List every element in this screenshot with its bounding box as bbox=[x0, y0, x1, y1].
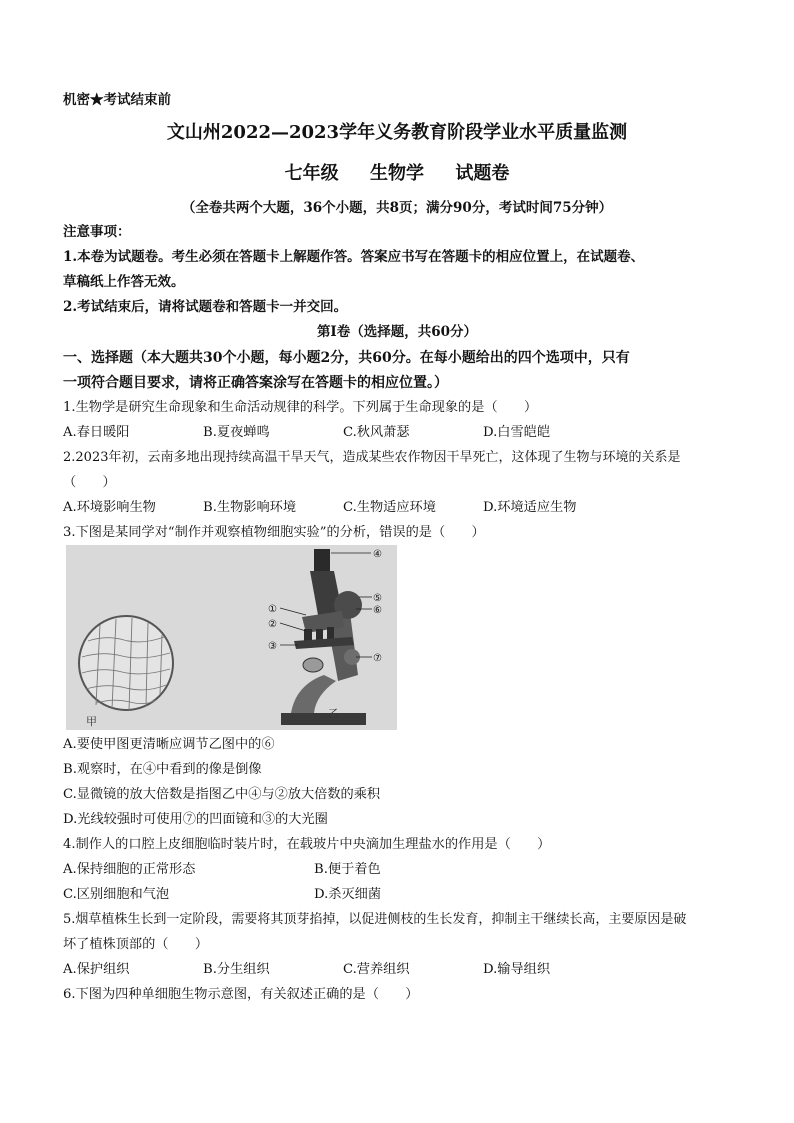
question-4-option-a: A.保持细胞的正常形态 bbox=[63, 862, 196, 877]
notice-item-1-cont: 草稿纸上作答无效。 bbox=[63, 274, 185, 290]
exam-subtitle: 七年级 生物学 试题卷 bbox=[284, 163, 510, 184]
question-1-option-d: D.白雪皑皑 bbox=[483, 425, 551, 440]
question-6-stem: 6.下图为四种单细胞生物示意图，有关叙述正确的是（ ） bbox=[63, 987, 419, 1002]
question-2-stem: 2.2023年初，云南多地出现持续高温干旱天气，造成某些农作物因干旱死亡，这体现了生物与环境的关系是 bbox=[63, 450, 681, 465]
label-3: ③ bbox=[268, 641, 277, 652]
cell-view-circle bbox=[79, 616, 173, 710]
question-2-stem-cont: （ ） bbox=[63, 475, 116, 490]
figure-label-jia: 甲 bbox=[86, 715, 97, 728]
question-5-option-d: D.输导组织 bbox=[483, 962, 551, 977]
section-heading-cont: 一项符合题目要求，请将正确答案涂写在答题卡的相应位置。） bbox=[63, 375, 448, 391]
question-3-option-b: B.观察时，在④中看到的像是倒像 bbox=[63, 762, 262, 777]
part-title: 第Ⅰ卷（选择题，共60分） bbox=[316, 324, 478, 340]
label-2: ② bbox=[268, 619, 277, 630]
question-3-option-a: A.要使甲图更清晰应调节乙图中的⑥ bbox=[63, 737, 275, 752]
question-1-option-a: A.春日暖阳 bbox=[63, 425, 130, 440]
question-5-option-b: B.分生组织 bbox=[203, 962, 270, 977]
question-3-option-c: C.显微镜的放大倍数是指图乙中④与②放大倍数的乘积 bbox=[63, 787, 381, 802]
section-heading: 一、选择题（本大题共30个小题，每小题2分，共60分。在每小题给出的四个选项中，只有 bbox=[63, 350, 630, 366]
confidential-mark: 机密★考试结束前 bbox=[63, 92, 171, 108]
label-5: ⑤ bbox=[373, 593, 382, 604]
question-3-stem: 3.下图是某同学对“制作并观察植物细胞实验”的分析，错误的是（ ） bbox=[63, 525, 485, 540]
question-2-option-c: C.生物适应环境 bbox=[343, 500, 436, 515]
question-4-option-d: D.杀灭细菌 bbox=[314, 887, 382, 902]
microscope-figure bbox=[66, 545, 397, 730]
question-3-option-d: D.光线较强时可使用⑦的凹面镜和③的大光圈 bbox=[63, 812, 328, 827]
question-5-option-a: A.保护组织 bbox=[63, 962, 130, 977]
question-4-option-c: C.区别细胞和气泡 bbox=[63, 887, 170, 902]
question-5-stem: 5.烟草植株生长到一定阶段，需要将其顶芽掐掉，以促进侧枝的生长发育，抑制主干继续长高，主要原因是破 bbox=[63, 912, 687, 927]
label-1: ① bbox=[268, 604, 277, 615]
question-2-option-b: B.生物影响环境 bbox=[203, 500, 297, 515]
notice-heading: 注意事项： bbox=[63, 224, 131, 240]
question-1-option-c: C.秋风萧瑟 bbox=[343, 425, 410, 440]
question-1-option-b: B.夏夜蝉鸣 bbox=[203, 425, 270, 440]
question-1-stem: 1.生物学是研究生命现象和生命活动规律的科学。下列属于生命现象的是（ ） bbox=[63, 400, 538, 415]
notice-item-2: 2.考试结束后，请将试题卷和答题卡一并交回。 bbox=[63, 299, 348, 315]
exam-title: 文山州2022—2023学年义务教育阶段学业水平质量监测 bbox=[166, 122, 628, 143]
notice-item-1: 1.本卷为试题卷。考生必须在答题卡上解题作答。答案应书写在答题卡的相应位置上，在试题卷、 bbox=[63, 249, 645, 265]
question-5-stem-cont: 坏了植株顶部的（ ） bbox=[63, 937, 209, 952]
label-6: ⑥ bbox=[373, 605, 382, 616]
question-2-option-a: A.环境影响生物 bbox=[63, 500, 156, 515]
question-5-option-c: C.营养组织 bbox=[343, 962, 410, 977]
question-4-stem: 4.制作人的口腔上皮细胞临时装片时，在载玻片中央滴加生理盐水的作用是（ ） bbox=[63, 837, 551, 852]
question-2-option-d: D.环境适应生物 bbox=[483, 500, 577, 515]
label-7: ⑦ bbox=[373, 653, 382, 664]
figure-label-yi: 乙 bbox=[328, 707, 339, 720]
question-4-option-b: B.便于着色 bbox=[314, 862, 381, 877]
label-4: ④ bbox=[373, 549, 382, 560]
microscope-figure-svg bbox=[66, 545, 397, 730]
exam-note: （全卷共两个大题，36个小题，共8页；满分90分，考试时间75分钟） bbox=[181, 200, 613, 216]
